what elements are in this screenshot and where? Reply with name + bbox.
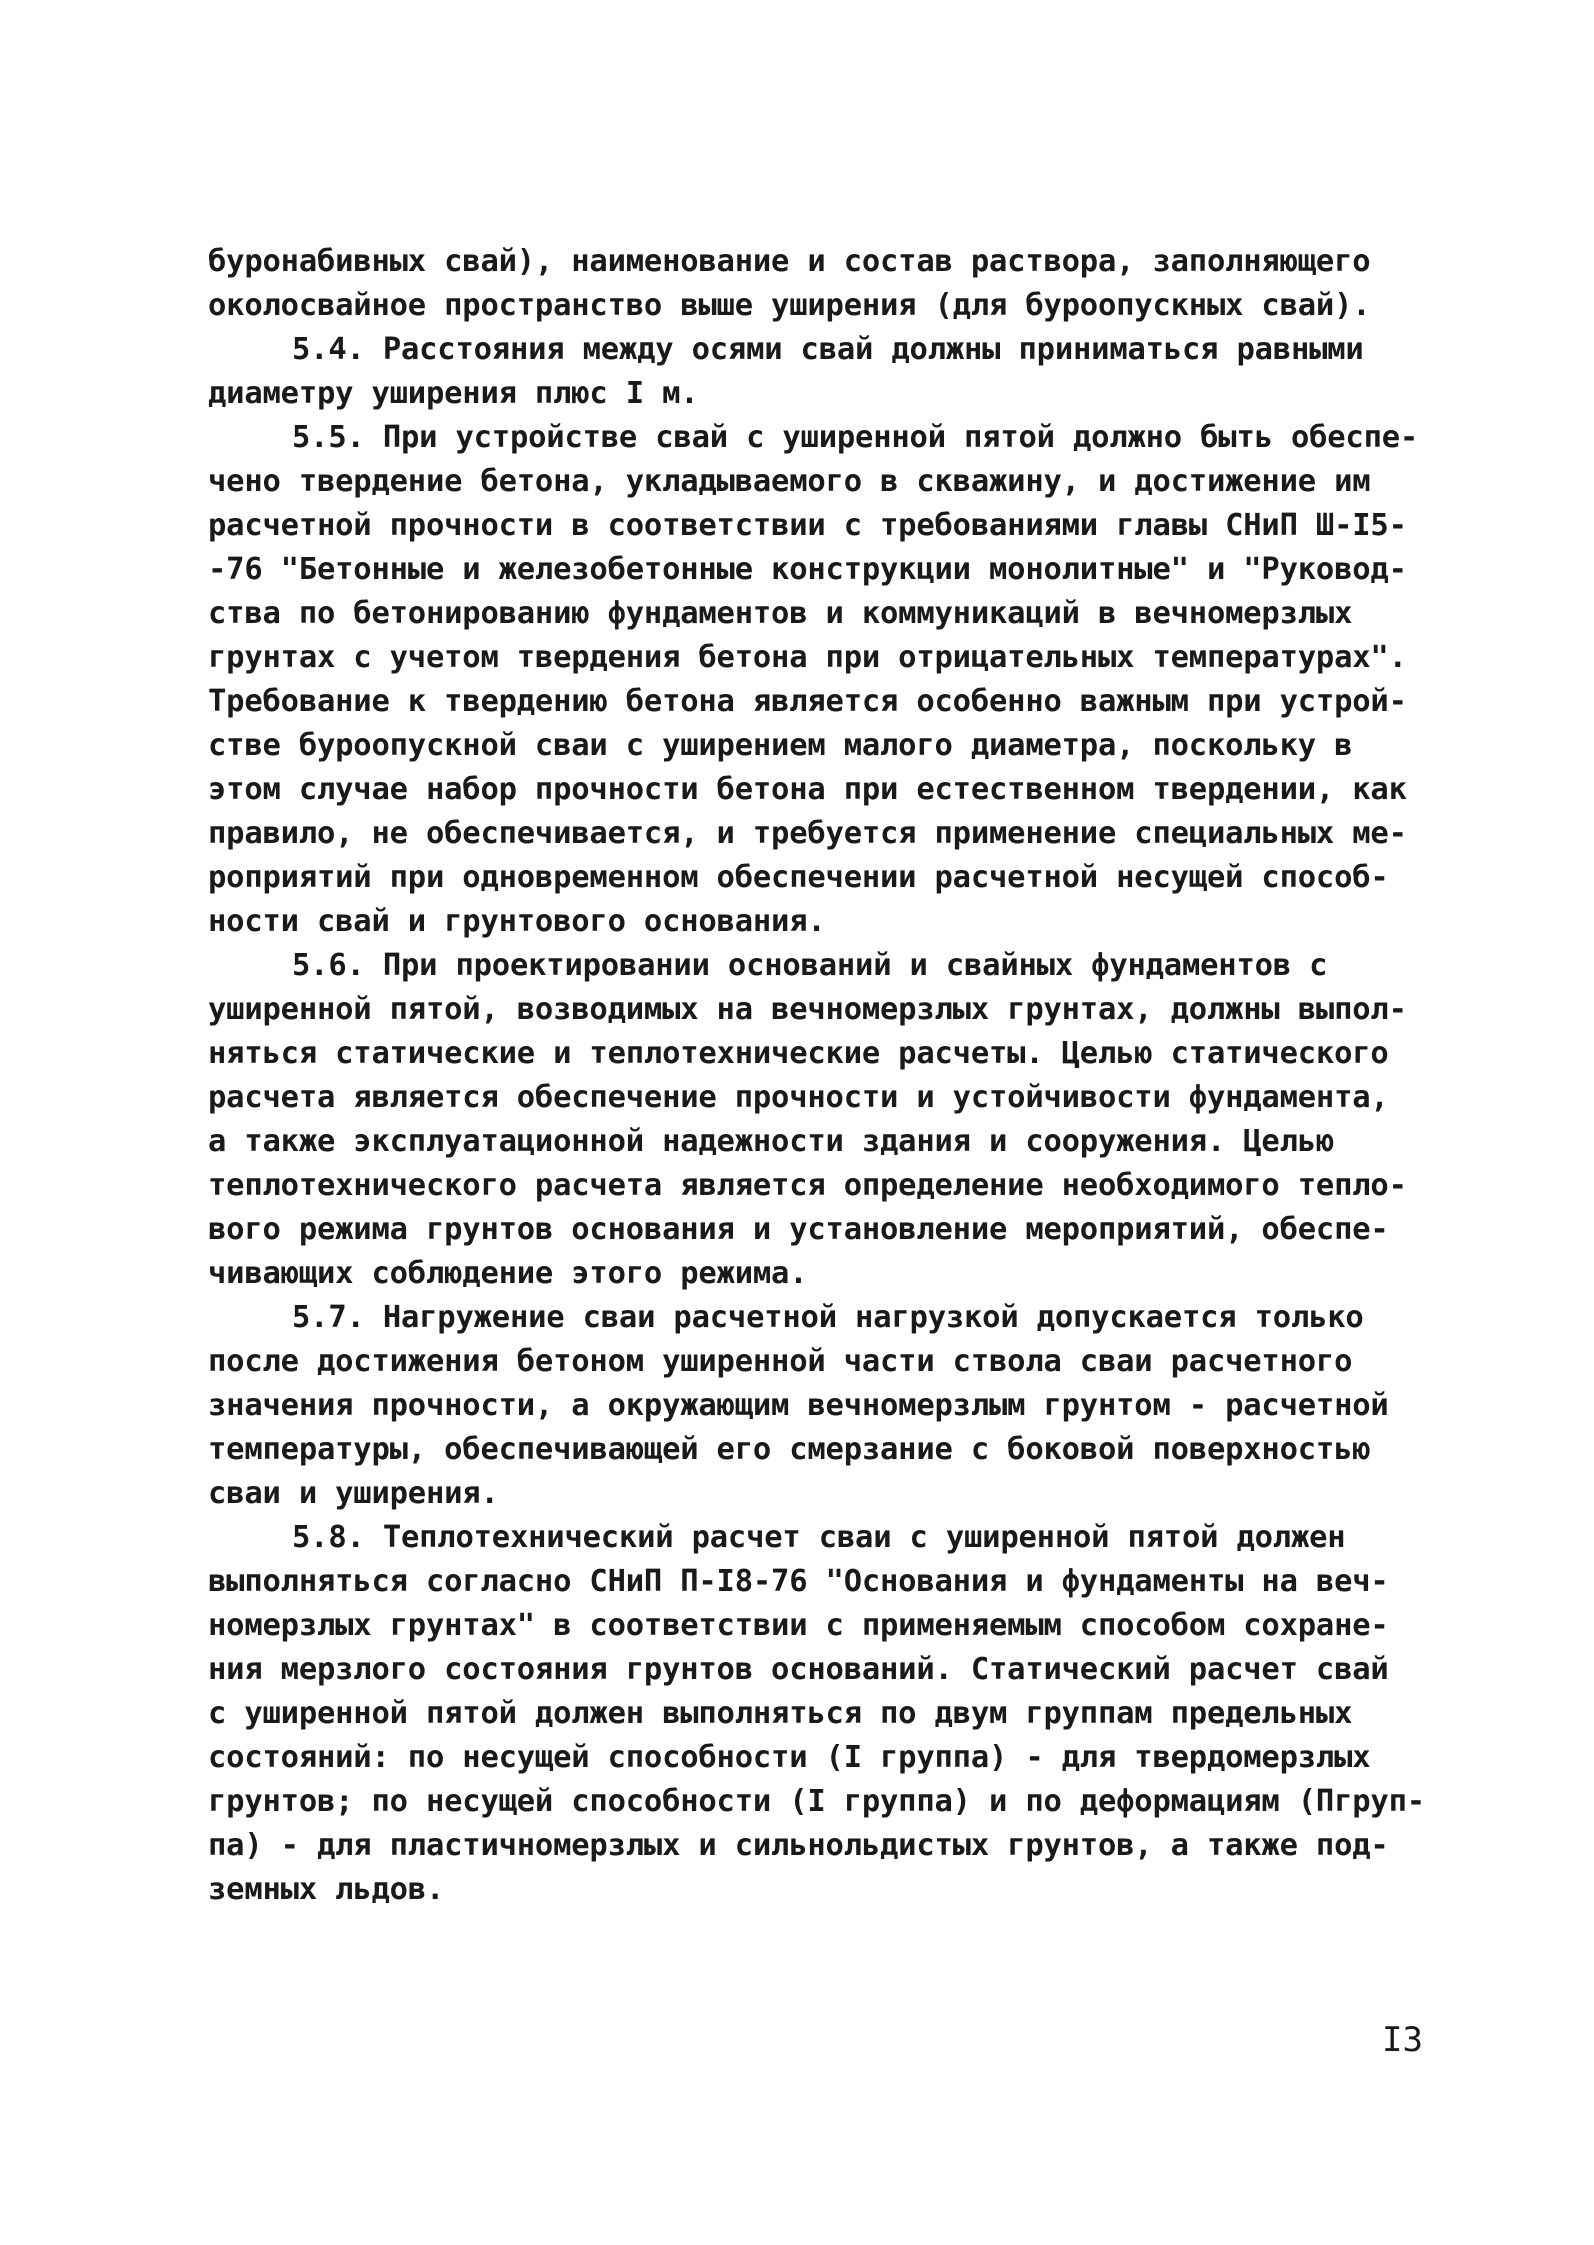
text-line: номерзлых грунтах" в соответствии с применяемым способом сохране-	[208, 1608, 1389, 1643]
text-line: ства по бетонированию фундаментов и коммуникаций в вечномерзлых	[208, 596, 1353, 631]
text-line: земных льдов.	[208, 1872, 445, 1907]
paragraph-5-8-start: 5.8. Теплотехнический расчет сваи с уширенной пятой должен	[292, 1520, 1346, 1555]
text-line: значения прочности, а окружающим вечномерзлым грунтом - расчетной	[208, 1388, 1389, 1423]
text-line: с уширенной пятой должен выполняться по двум группам предельных	[208, 1696, 1353, 1731]
text-line: диаметру уширения плюс I м.	[208, 376, 699, 411]
text-line: чивающих соблюдение этого режима.	[208, 1256, 808, 1291]
text-line: грунтах с учетом твердения бетона при отрицательных температурах".	[208, 640, 1407, 675]
text-line: па) - для пластичномерзлых и сильнольдистых грунтов, а также под-	[208, 1828, 1389, 1863]
text-line: вого режима грунтов основания и установление мероприятий, обеспе-	[208, 1212, 1389, 1247]
text-line: роприятий при одновременном обеспечении расчетной несущей способ-	[208, 860, 1389, 895]
text-line: правило, не обеспечивается, и требуется применение специальных ме-	[208, 816, 1407, 851]
text-line: выполняться согласно СНиП П-I8-76 "Основания и фундаменты на веч-	[208, 1564, 1389, 1599]
text-line: этом случае набор прочности бетона при естественном твердении, как	[208, 772, 1407, 807]
text-line: стве буроопускной сваи с уширением малого диаметра, поскольку в	[208, 728, 1353, 763]
text-line: -76 "Бетонные и железобетонные конструкции монолитные" и "Руковод-	[208, 552, 1407, 587]
text-line: после достижения бетоном уширенной части ствола сваи расчетного	[208, 1344, 1353, 1379]
text-line: грунтов; по несущей способности (I группа) и по деформациям (Пгруп-	[208, 1784, 1425, 1819]
text-line: ния мерзлого состояния грунтов оснований. Статический расчет свай	[208, 1652, 1389, 1687]
text-line: буронабивных свай), наименование и состав раствора, заполняющего	[208, 244, 1371, 279]
text-line: теплотехнического расчета является определение необходимого тепло-	[208, 1168, 1407, 1203]
text-line: няться статические и теплотехнические расчеты. Целью статического	[208, 1036, 1389, 1071]
text-line: сваи и уширения.	[208, 1476, 499, 1511]
text-line: расчетной прочности в соответствии с требованиями главы СНиП Ш-I5-	[208, 508, 1407, 543]
paragraph-5-5-start: 5.5. При устройстве свай с уширенной пятой должно быть обеспе-	[292, 420, 1419, 455]
text-line: а также эксплуатационной надежности здания и сооружения. Целью	[208, 1124, 1335, 1159]
paragraph-5-4-start: 5.4. Расстояния между осями свай должны приниматься равными	[292, 332, 1364, 367]
page-number: I3	[1382, 2020, 1423, 2060]
paragraph-5-7-start: 5.7. Нагружение сваи расчетной нагрузкой допускается только	[292, 1300, 1364, 1335]
text-line: состояний: по несущей способности (I группа) - для твердомерзлых	[208, 1740, 1371, 1775]
text-line: Требование к твердению бетона является особенно важным при устрой-	[208, 684, 1407, 719]
text-line: температуры, обеспечивающей его смерзание с боковой поверхностью	[208, 1432, 1371, 1467]
paragraph-5-6-start: 5.6. При проектировании оснований и свайных фундаментов с	[292, 948, 1328, 983]
text-line: чено твердение бетона, укладываемого в скважину, и достижение им	[208, 464, 1371, 499]
text-line: уширенной пятой, возводимых на вечномерзлых грунтах, должны выпол-	[208, 992, 1407, 1027]
text-line: расчета является обеспечение прочности и устойчивости фундамента,	[208, 1080, 1389, 1115]
text-line: ности свай и грунтового основания.	[208, 904, 826, 939]
text-line: околосвайное пространство выше уширения (для буроопускных свай).	[208, 288, 1371, 323]
